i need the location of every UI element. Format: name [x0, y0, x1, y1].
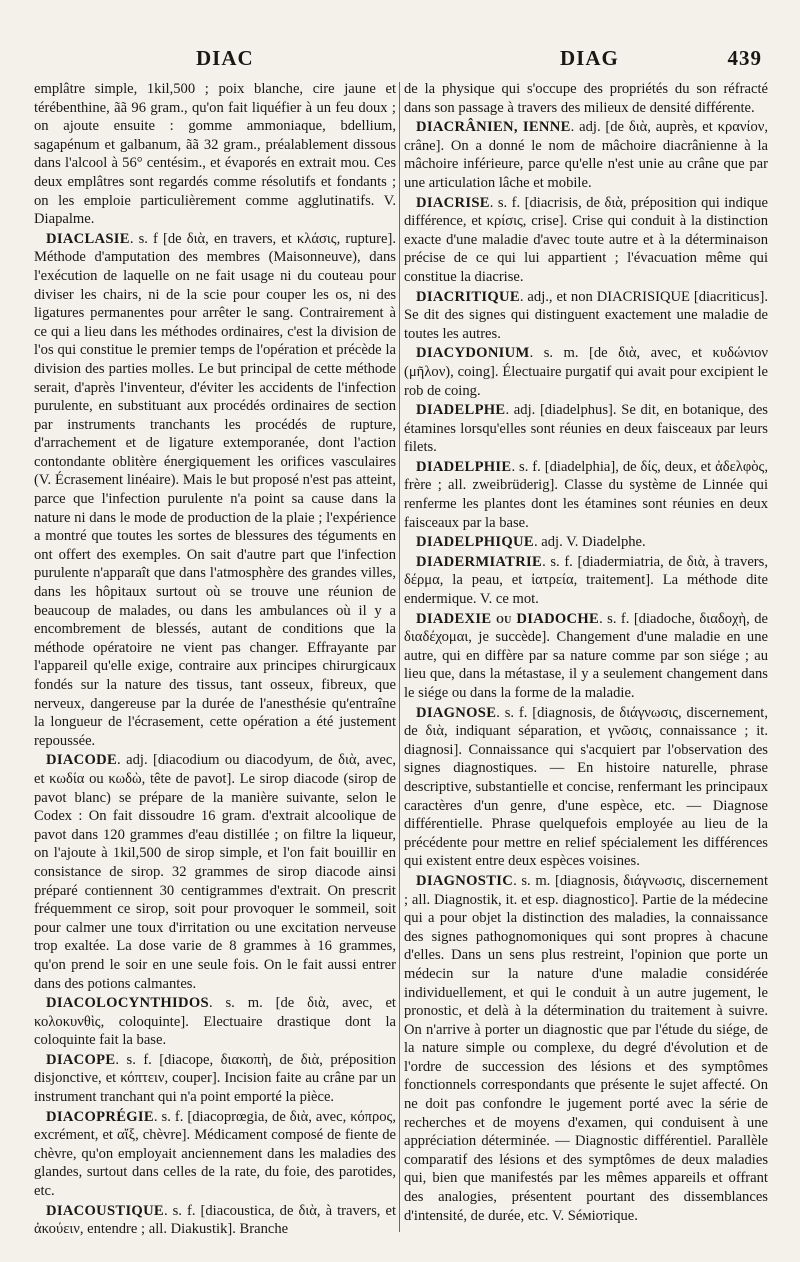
entry-headword: DIADEXIE ou DIADOCHE [416, 610, 600, 627]
entry-text: emplâtre simple, 1kil,500 ; poix blanche, cire jaune et térébenthine, ãã 96 gram., qu'on fait liquéfier à un feu doux ; on ajoute ensuite : gomme ammoniaque, bdellium, sagapénum et galbanum, ãã 32 gram., préalablement dissous dans l'alcool à 56° centésim., et évaporés en extrait mou. Ces deux emplâtres sont regardés comme résolutifs et fondants ; on les emploie particulièrement comme agglutinatifs. V. Diapalme. [34, 81, 396, 228]
entry-text: de la physique qui s'occupe des propriétés du son réfracté dans son passage à travers des milieux de densité différente. [404, 81, 768, 116]
column-divider [399, 82, 400, 1232]
dictionary-entry [404, 704, 768, 871]
entry-text: . s. f. [diacoprœgia, de διὰ, avec, κόπρος, excrément, et αἴξ, chèvre]. Médicament composé de fiente de chèvre, qu'on employait anciennement dans les maladies des glandes, surtout dans celles de la rate, du foie, des parotides, etc. [34, 1108, 396, 1200]
dictionary-entry [34, 1108, 396, 1201]
entry-text: . adj. [de διὰ, auprès, et κρανίον, crâne]. On a donné le nom de mâchoire diacrânienne à la mâchoire inférieure, parce qu'elle n'est unie au crâne que par une articulation lâche et mobile. [404, 119, 768, 191]
entry-headword: DIACOPRÉGIE [46, 1108, 154, 1125]
entry-text: . s. m. [diagnosis, διάγνωσις, discernement ; all. Diagnostik, it. et esp. diagnostico]. Partie de la médecine qui a pour objet la distinction des maladies, la connaissance des signes pathognomoniques qui sont propres à chacune d'elles. Dans un sens plus restreint, l'opinion que porte un médecin sur la nature d'une maladie considérée individuellement, et qui le conduit à un autre jugement, le pronostic, et delà à la détermination du traitement à suivre. On n'arrive à porter un diagnostic que par l'étude du siége, de la nature simple ou complexe, du degré d'évolution et de l'ordre de succession des lésions et des symptômes fonctionnels correspondants que présente le sujet affecté. On ne doit pas confondre le jugement porté avec la série de recherches et de moyens d'examen, qui conduisent à une appréciation déterminée. — Diagnostic différentiel. Parallèle comparatif des lésions et des symptômes de deux maladies qui, bien que manifestés par les mêmes appareils et offrant des analogies, présentent pourtant des dissemblances d'intensité, de durée, etc. V. Séміотіque. [404, 872, 768, 1224]
entry-headword: DIACLASIE [46, 230, 130, 247]
dictionary-entry [404, 458, 768, 532]
entry-headword: DIACODE [46, 752, 118, 769]
entry-text: . adj. V. Diadelphe. [533, 534, 646, 551]
entry-headword: DIADELPHIE [416, 458, 512, 475]
entry-headword: DIACYDONIUM [416, 345, 530, 362]
header-right-guideword: DIAG [560, 46, 619, 70]
entry-headword: DIACRISE [416, 194, 490, 211]
page-number: 439 [727, 46, 762, 70]
dictionary-entry [404, 344, 768, 400]
entry-text: . adj., et non DIACRISIQUE [diacriticus]. Se dit des signes qui distinguent exactement une maladie de toutes les autres. [404, 288, 768, 342]
entry-text: . s. f. [diadermiatria, de διὰ, à travers, δέρμα, la peau, et ἰατρεία, traitement]. La méthode dite endermique. V. ce mot. [404, 553, 768, 608]
entry-text: . s. f. [diacope, διακοπὴ, de διὰ, préposition disjonctive, et κόπτειν, couper]. Incision faite au crâne par un instrument tranchant qui n'a point emporté la pièce. [34, 1051, 396, 1106]
dictionary-entry [34, 751, 396, 993]
entry-text: . s. m. [de διὰ, avec, et κολοκυνθὶς, coloquinte]. Electuaire drastique dont la coloquinte fait la base. [34, 995, 396, 1049]
entry-headword: DIACRITIQUE [416, 288, 520, 305]
dictionary-entry [404, 288, 768, 344]
dictionary-entry [34, 230, 396, 751]
entry-headword: DIACOUSTIQUE [46, 1202, 164, 1219]
entry-headword: DIADELPHE [416, 402, 506, 419]
dictionary-entry [404, 80, 768, 117]
running-header [0, 46, 800, 80]
entry-text: . s. f. [diagnosis, de διάγνωσις, discernement, de διὰ, indiquant séparation, et γνῶσις, connaissance ; it. diagnosi]. Connaissance qui s'acquiert par l'observation des signes diagnostiques. — En histoire naturelle, phrase descriptive, substantielle et concise, renfermant les principaux caractères d'un genre, d'une espèce, etc. — Diagnose différentielle. Phrase quelquefois employée au lieu de la précédente pour mettre en relief spécialement les différences qui existent entre deux espèces voisines. [404, 704, 768, 870]
dictionary-entry [34, 1051, 396, 1107]
entry-text: . adj. [diadelphus]. Se dit, en botanique, des étamines lorsqu'elles sont réunies en deux faisceaux par leurs filets. [404, 402, 768, 456]
entry-headword: DIAGNOSE [416, 704, 497, 721]
entry-headword: DIACOLOCYNTHIDOS [46, 995, 209, 1012]
entry-headword: DIACRÂNIEN, IENNE [416, 119, 571, 136]
dictionary-entry [404, 194, 768, 287]
entry-text: . s. f. [diacoustica, de διὰ, à travers, et ἀκούειν, entendre ; all. Diakustik]. Branche [34, 1202, 396, 1238]
dictionary-entry [404, 118, 768, 192]
dictionary-entry [34, 80, 396, 229]
entry-headword: DIAGNOSTIC [416, 872, 514, 889]
entry-text: . s. m. [de διὰ, avec, et κυδώνιον (μῆλον), coing]. Électuaire purgatif qui avait pour excipient le rob de coing. [404, 345, 768, 399]
dictionary-entry [404, 401, 768, 457]
entry-headword: DIADERMIATRIE [416, 553, 543, 570]
dictionary-entry [404, 872, 768, 1225]
entry-text: . s. f. [diadelphia], de δίς, deux, et ἀδελφὸς, frère ; all. zweibrüderig]. Classe du système de Linnée qui renferme les plantes dont les étamines sont réunies en deux faisceaux par la base. [404, 458, 768, 531]
entry-text: . adj. [diacodium ou diacodyum, de διὰ, avec, et κωδία ou κωδὼ, tête de pavot]. Le sirop diacode (sirop de pavot blanc) se prépare de la manière suivante, selon le Codex : On fait dissoudre 16 gram. d'extrait alcoolique de pavot dans 120 grammes d'eau distillée ; on filtre la liqueur, on l'ajoute à 1kil,500 de sirop simple, et l'on fait bouillir en consistance de sirop. 32 grammes de sirop diacode ainsi préparé contiennent 30 centigrammes d'extrait. On prescrit fréquemment ce sirop, soit pour provoquer le sommeil, soit pour calmer une toux d'irritation ou une excitation nerveuse trop exaltée. La dose varie de 8 grammes à 16 grammes, qu'on prend le soir en une seule fois. On le fait aussi entrer dans des potions calmantes. [34, 752, 396, 992]
entry-text: . s. f. [diacrisis, de διὰ, préposition qui indique différence, et κρίσις, crise]. Crise qui conduit à la distinction exacte d'une maladie d'avec toute autre et à la déterminaison précise de ce qui lui appartient ; l'évacuation même qui constitue la diacrise. [404, 194, 768, 285]
header-left-guideword: DIAC [196, 46, 254, 70]
entry-headword: DIACOPE [46, 1051, 116, 1068]
entry-text: . s. f [de διὰ, en travers, et κλάσις, rupture]. Méthode d'amputation des membres (Maisonneuve), dans l'exécution de laquelle on ne fait usage ni du couteau pour diviser les chairs, ni de la scie pour couper les os, ni des ligatures permanentes pour arrêter le sang. Contrairement à ce qui a lieu dans les méthodes ordinaires, c'est la division de l'os qui constitue le premier temps de l'opération et précède la division des parties molles. Le but principal de cette méthode serait, d'après l'inventeur, d'éviter les accidents de l'infection purulente, en substituant aux procédés ordinaires de section par instruments tranchants les procédés de rupture, d'arrachement et de ligature extemporanée, dont l'action contondante oblitère énergiquement les orifices vasculaires (V. Écrasement linéaire). Mais le but proposé n'est pas atteint, parce que l'infection purulente n'a point sa cause dans la nature ni dans le mode de production de la plaie ; l'expérience a montré que toutes les sortes de blessures des téguments en ont offert des exemples. On sait d'autre part que l'infection purulente n'apparaît que dans l'atmosphère des grandes villes, dans les hôpitaux surtout où se trouve une réunion de beaucoup de malades, ou dans les ambulances où il y a encombrement de blessés, autant de conditions que la méthode opératoire ne vient pas changer. Effrayante par l'appareil qu'elle exige, contraire aux principes chirurgicaux fondés sur la nature des tissus, tant osseux, fibreux, que nerveux, dangereuse par la durée de l'anesthésie qu'entraîne la longueur de l'écrasement, cette opération a été justement repoussée. [34, 230, 396, 749]
left-column [34, 80, 396, 1242]
entry-text: . s. f. [diadoche, διαδοχὴ, de διαδέχομαι, je succède]. Changement d'une maladie en une autre, qui en diffère par sa nature comme par son siége ; au lieu que, dans la métastase, il y a seulement changement dans le siége ou dans la forme de la maladie. [404, 610, 768, 701]
entry-headword: DIADELPHIQUE [416, 534, 534, 551]
dictionary-entry [404, 553, 768, 609]
dictionary-entry [34, 994, 396, 1050]
dictionary-entry [404, 610, 768, 703]
right-column [404, 80, 768, 1242]
dictionary-entry [34, 1202, 396, 1239]
dictionary-entry [404, 533, 768, 552]
